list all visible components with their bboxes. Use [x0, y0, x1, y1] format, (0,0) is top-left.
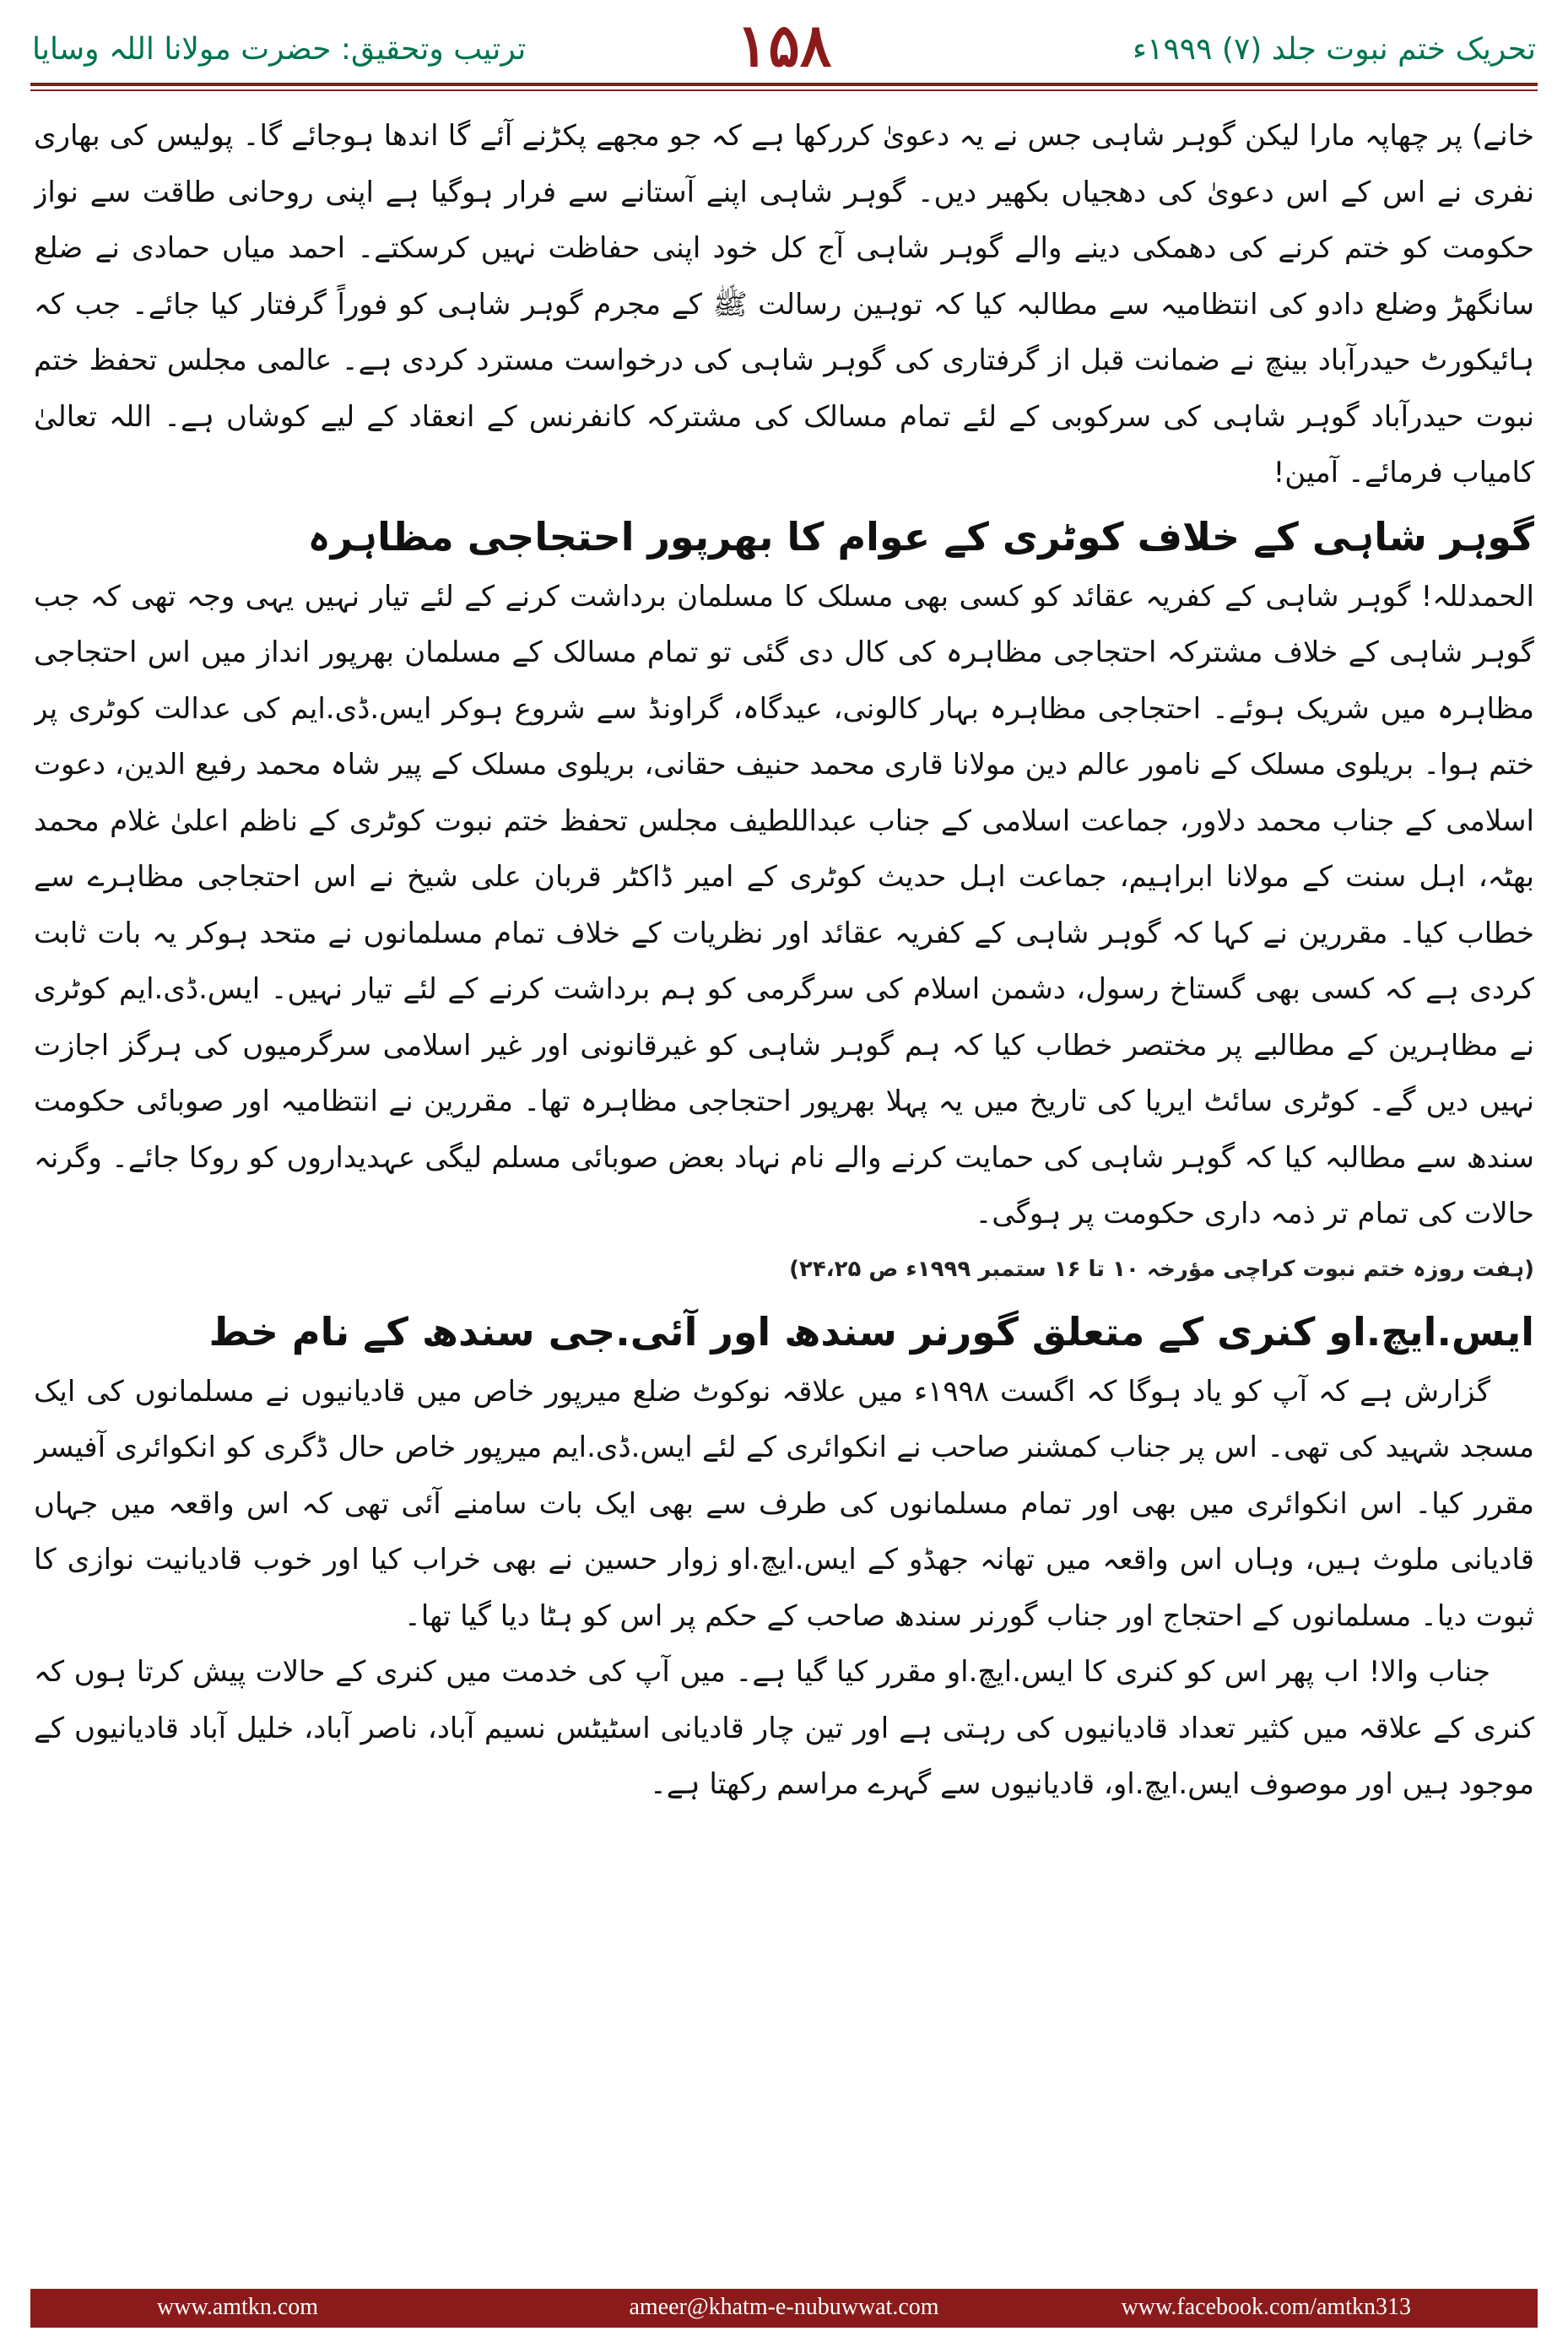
page-footer — [30, 2289, 1538, 2328]
section-heading-kotri-protest: گوہر شاہی کے خلاف کوٹری کے عوام کا بھرپور احتجاجی مظاہرہ — [307, 513, 1534, 560]
page-body — [34, 108, 1534, 2277]
page-header — [0, 0, 1568, 95]
email-link[interactable]: ameer@khatm-e-nubuwwat.com — [629, 2294, 939, 2320]
section-heading-letter: ایس.ایچ.او کنری کے متعلق گورنر سندھ اور آئی.جی سندھ کے نام خط — [208, 1308, 1534, 1355]
facebook-link[interactable]: www.facebook.com/amtkn313 — [1121, 2294, 1411, 2320]
paragraph-1: خانے) پر چھاپہ مارا لیکن گوہر شاہی جس نے یہ دعویٰ کررکھا ہے کہ جو مجھے پکڑنے آئے گا اندھا ہوجائے گا۔ پولیس کی بھاری نفری نے اس کے اس دعویٰ کی دھجیاں بکھیر دیں۔ گوہر شاہی اپنے آستانے سے فرار ہوگیا ہے اپنی روحانی طاقت سے نواز حکومت کو ختم کرنے کی دھمکی دینے والے گوہر شاہی آج کل خود اپنی حفاظت نہیں کرسکتے۔ احمد میاں حمادی نے ضلع سانگھڑ وضلع دادو کی انتظامیہ سے مطالبہ کیا کہ توہین رسالت ﷺ کے مجرم گوہر شاہی کو فوراً گرفتار کیا جائے۔ جب کہ ہائیکورٹ حیدرآباد بینچ نے ضمانت قبل از گرفتاری کی گوہر شاہی کی درخواست مسترد کردی ہے۔ عالمی مجلس تحفظ ختم نبوت حیدرآباد گوہر شاہی کی سرکوبی کے لئے تمام مسالک کی مشترکہ کانفرنس کے انعقاد کے لیے کوشاں ہے۔ اللہ تعالیٰ کامیاب فرمائے۔ آمین! — [34, 119, 1534, 489]
paragraph-4: جناب والا! اب پھر اس کو کنری کا ایس.ایچ.او مقرر کیا گیا ہے۔ میں آپ کی خدمت میں کنری کے حالات پیش کرتا ہوں کہ کنری کے علاقہ میں کثیر تعداد قادیانیوں کی رہتی ہے اور تین چار قادیانی اسٹیٹس نسیم آباد، ناصر آباد، خلیل آباد قادیانیوں کے موجود ہیں اور موصوف ایس.ایچ.او، قادیانیوں سے گہرے مراسم رکھتا ہے۔ — [34, 1655, 1534, 1801]
header-rule-thick — [30, 83, 1538, 86]
source-citation: (ہفت روزہ ختم نبوت کراچی مؤرخہ ۱۰ تا ۱۶ ستمبر ۱۹۹۹ء ص ۲۴،۲۵) — [789, 1256, 1534, 1282]
book-title: تحریک ختم نبوت جلد (۷) ۱۹۹۹ء — [1133, 32, 1536, 67]
header-rule-thin — [30, 89, 1538, 91]
website-link[interactable]: www.amtkn.com — [157, 2294, 319, 2320]
paragraph-2: الحمدللہ! گوہر شاہی کے کفریہ عقائد کو کسی بھی مسلک کا مسلمان برداشت کرنے کے لئے تیار نہیں یہی وجہ تھی کہ جب گوہر شاہی کے خلاف مشترکہ احتجاجی مظاہرہ کی کال دی گئی تو تمام مسالک کے مسلمان بھرپور انداز میں اس احتجاجی مظاہرہ میں شریک ہوئے۔ احتجاجی مظاہرہ بہار کالونی، عیدگاہ، گراونڈ سے شروع ہوکر ایس.ڈی.ایم کی عدالت کوٹری پر ختم ہوا۔ بریلوی مسلک کے نامور عالم دین مولانا قاری محمد حنیف حقانی، بریلوی مسلک کے پیر شاہ محمد رفیع الدین، دعوت اسلامی کے جناب محمد دلاور، جماعت اسلامی کے جناب عبداللطیف مجلس تحفظ ختم نبوت کوٹری کے ناظم اعلیٰ غلام محمد بھٹہ، اہل سنت کے مولانا ابراہیم، جماعت اہل حدیث کوٹری کے امیر ڈاکٹر قربان علی شیخ نے اس احتجاجی مظاہرے سے خطاب کیا۔ مقررین نے کہا کہ گوہر شاہی کے کفریہ عقائد اور نظریات کے خلاف تمام مسلمانوں نے متحد ہوکر یہ بات ثابت کردی ہے کہ کسی بھی گستاخ رسول، دشمن اسلام کی سرگرمی کو ہم برداشت کرنے کے لئے تیار نہیں۔ ایس.ڈی.ایم کوٹری نے مظاہرین کے مطالبے پر مختصر خطاب کیا کہ ہم گوہر شاہی کو غیرقانونی اور غیر اسلامی سرگرمیوں کی ہرگز اجازت نہیں دیں گے۔ کوٹری سائٹ ایریا کی تاریخ میں یہ پہلا بھرپور احتجاجی مظاہرہ تھا۔ مقررین نے انتظامیہ اور صوبائی حکومت سندھ سے مطالبہ کیا کہ گوہر شاہی کی حمایت کرنے والے نام نہاد بعض صوبائی مسلم لیگی عہدیداروں کو روکا جائے۔ وگرنہ حالات کی تمام تر ذمہ داری حکومت پر ہوگی۔ — [34, 579, 1534, 1230]
compiler-credit: ترتیب وتحقیق: حضرت مولانا اللہ وسایا — [32, 32, 527, 67]
paragraph-3: گزارش ہے کہ آپ کو یاد ہوگا کہ اگست ۱۹۹۸ء میں علاقہ نوکوٹ ضلع میرپور خاص میں قادیانیوں نے مسلمانوں کی ایک مسجد شہید کی تھی۔ اس پر جناب کمشنر صاحب نے انکوائری کے لئے ایس.ڈی.ایم میرپور خاص حال ڈگری کو انکوائری آفیسر مقرر کیا۔ اس انکوائری میں بھی اور تمام مسلمانوں کی طرف سے بھی ایک بات سامنے آئی تھی کہ اس واقعہ میں جہاں قادیانی ملوث ہیں، وہاں اس واقعہ میں تھانہ جھڈو کے ایس.ایچ.او زوار حسین نے بھی خراب کیا اور خوب قادیانیت نوازی کا ثبوت دیا۔ مسلمانوں کے احتجاج اور جناب گورنر سندھ صاحب کے حکم پر اس کو ہٹا دیا گیا تھا۔ — [34, 1374, 1534, 1633]
page-number: ۱۵۸ — [736, 10, 832, 80]
